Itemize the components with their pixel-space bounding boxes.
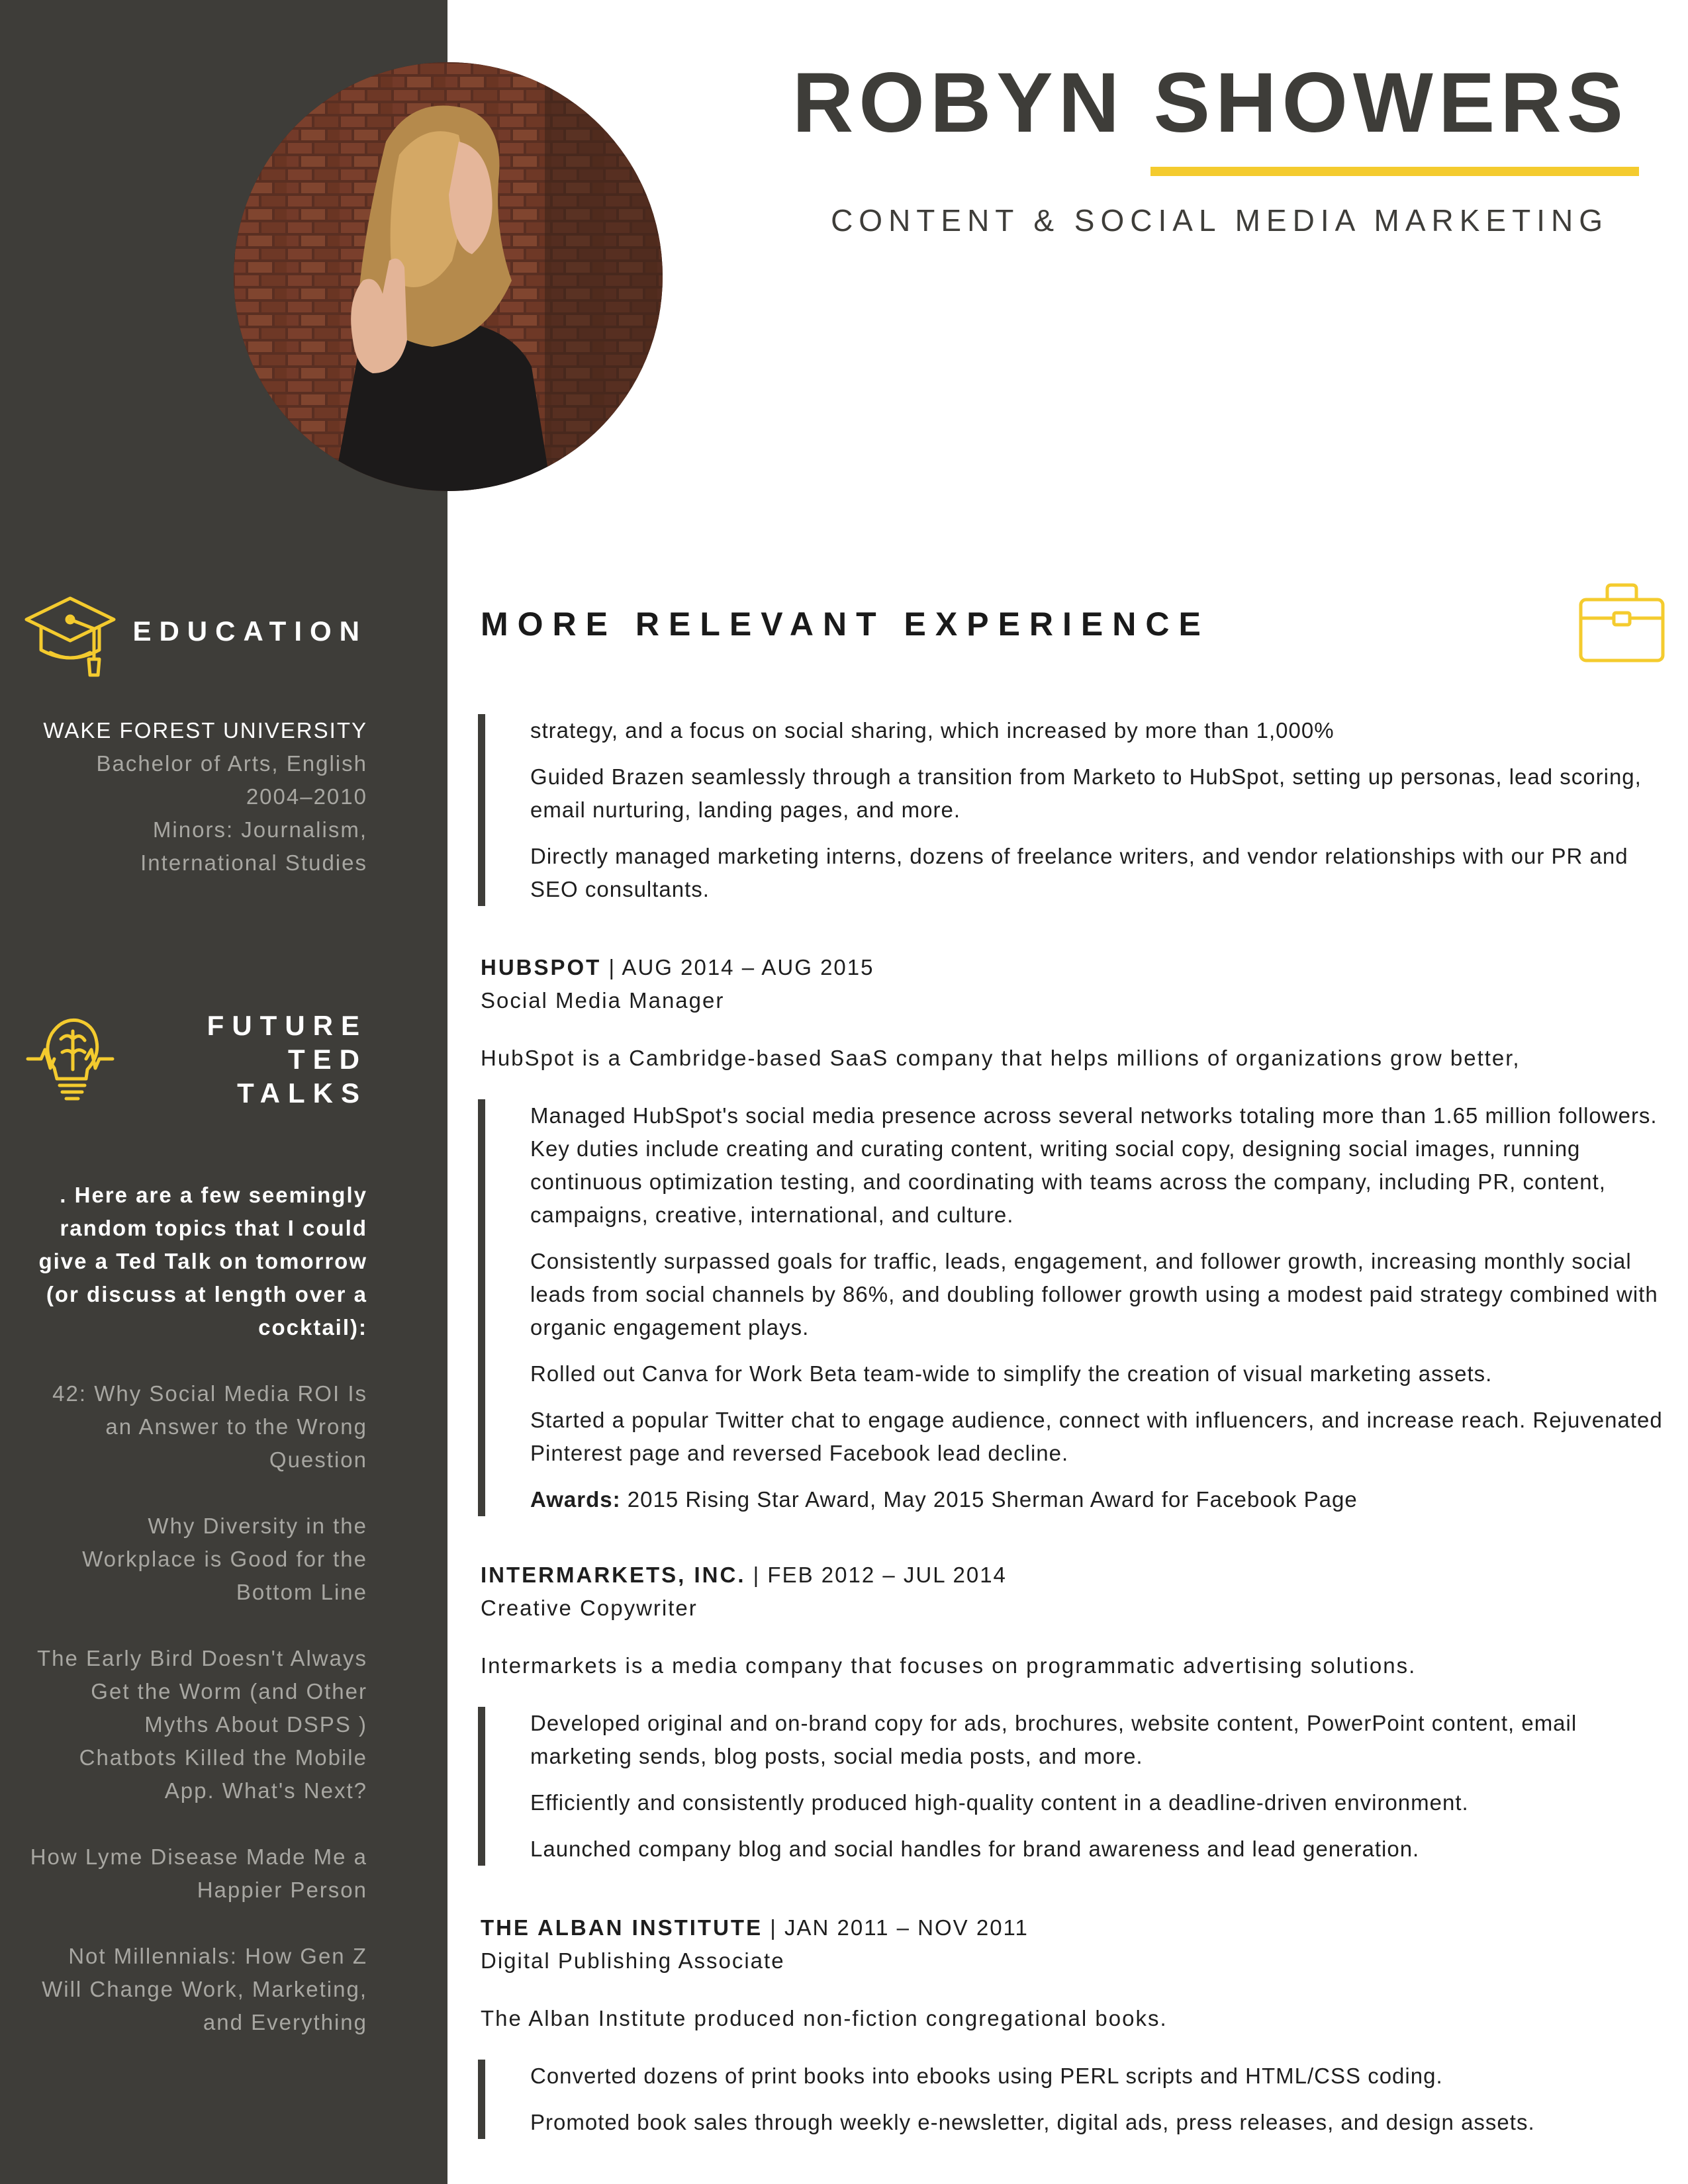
ted-heading-line-3: TALKS (237, 1077, 367, 1109)
bullet: Rolled out Canva for Work Beta team-wide to simplify the creation of visual marketing assets. (530, 1361, 1493, 1386)
ted-topic: Chatbots Killed the Mobile App. What's Next? (79, 1745, 367, 1803)
company-name: HUBSPOT (481, 955, 602, 979)
briefcase-icon (1577, 582, 1667, 664)
bullet: Managed HubSpot's social media presence across several networks totaling more than 1.65 million followers. Key duties include creating and curating content, writing social copy, designing social images, running continuous optimization testing, and coordinating with teams across the company, including PR, content, campaigns, creative, international, and culture. (530, 1103, 1658, 1227)
job-dates: | JAN 2011 – NOV 2011 (763, 1915, 1029, 1940)
ted-topic: The Early Bird Doesn't Always Get the Worm (and Other Myths About DSPS ) (37, 1646, 367, 1737)
minors-line-1: Minors: Journalism, (152, 817, 367, 842)
degree: Bachelor of Arts, English (96, 751, 367, 776)
alban-bullets (478, 2060, 1677, 2139)
minors-line-2: International Studies (140, 850, 367, 875)
job-role: Creative Copywriter (481, 1596, 698, 1620)
job-dates: | FEB 2012 – JUL 2014 (745, 1563, 1007, 1587)
bullet: Developed original and on-brand copy for ads, brochures, website content, PowerPoint content, email marketing sends, blog posts, social media posts, and more. (530, 1711, 1577, 1768)
awards-line (485, 1483, 1677, 1516)
school-name: WAKE FOREST UNIVERSITY (43, 718, 367, 743)
ted-topic: Why Diversity in the Workplace is Good for the Bottom Line (82, 1514, 367, 1604)
bullet: Promoted book sales through weekly e-newsletter, digital ads, press releases, and design assets. (530, 2110, 1535, 2134)
job-role: Digital Publishing Associate (481, 1948, 785, 1973)
brazen-bullets (478, 714, 1677, 906)
bullet: Directly managed marketing interns, dozens of freelance writers, and vendor relationships with our PR and SEO consultants. (530, 844, 1628, 901)
bullet: strategy, and a focus on social sharing, which increased by more than 1,000% (530, 718, 1335, 743)
intermarkets-header (481, 1559, 1007, 1625)
portrait-illustration (234, 62, 663, 491)
experience-heading: MORE RELEVANT EXPERIENCE (481, 606, 1210, 643)
ted-topic: Not Millennials: How Gen Z Will Change Work, Marketing, and Everything (42, 1944, 367, 2034)
hubspot-header (481, 951, 874, 1017)
company-description: The Alban Institute produced non-fiction congregational books. (481, 2006, 1168, 2030)
bullet: Efficiently and consistently produced high-quality content in a deadline-driven environment. (530, 1790, 1469, 1815)
company-description: Intermarkets is a media company that focuses on programmatic advertising solutions. (481, 1653, 1417, 1678)
bullet: Converted dozens of print books into ebooks using PERL scripts and HTML/CSS coding. (530, 2064, 1443, 2088)
alban-header (481, 1911, 1029, 1978)
profile-photo (234, 62, 663, 491)
ted-intro: . Here are a few seemingly random topics that I could give a Ted Talk on tomorrow (or discuss at length over a cocktail): (38, 1183, 367, 1340)
company-description: HubSpot is a Cambridge-based SaaS company that helps millions of organizations grow better, (481, 1046, 1521, 1070)
awards-text: 2015 Rising Star Award, May 2015 Sherman Award for Facebook Page (620, 1487, 1358, 1512)
job-role: Social Media Manager (481, 988, 725, 1013)
ted-heading-line-2: TED (288, 1044, 367, 1075)
name-underline (1150, 167, 1639, 176)
ted-heading-line-1: FUTURE (207, 1010, 367, 1041)
ted-heading (132, 1009, 367, 1110)
education-heading: EDUCATION (132, 615, 367, 647)
awards-label: Awards: (530, 1487, 621, 1512)
bullet: Guided Brazen seamlessly through a transition from Marketo to HubSpot, setting up personas, lead scoring, email nurturing, landing pages, and more. (530, 764, 1642, 822)
ted-content (26, 1179, 367, 2072)
ted-topic: How Lyme Disease Made Me a Happier Person (30, 1844, 367, 1902)
education-details (26, 714, 367, 880)
years: 2004–2010 (246, 784, 367, 809)
company-name: THE ALBAN INSTITUTE (481, 1915, 763, 1940)
bullet: Launched company blog and social handles for brand awareness and lead generation. (530, 1837, 1420, 1861)
company-name: INTERMARKETS, INC. (481, 1563, 746, 1587)
hubspot-bullets (478, 1099, 1677, 1516)
brain-lightbulb-icon (25, 1013, 115, 1105)
job-dates: | AUG 2014 – AUG 2015 (601, 955, 874, 979)
bullet: Consistently surpassed goals for traffic, leads, engagement, and follower growth, increasing monthly social leads from social channels by 86%, and doubling follower growth using a modest paid strategy combined with organic engagement plays. (530, 1249, 1658, 1340)
intermarkets-bullets (478, 1707, 1677, 1866)
name-heading: ROBYN SHOWERS (792, 56, 1628, 150)
ted-topic: 42: Why Social Media ROI Is an Answer to the Wrong Question (52, 1381, 367, 1472)
bullet: Started a popular Twitter chat to engage audience, connect with influencers, and increase reach. Rejuvenated Pinterest page and reversed Facebook lead decline. (530, 1408, 1663, 1465)
job-subtitle: CONTENT & SOCIAL MEDIA MARKETING (831, 203, 1609, 238)
